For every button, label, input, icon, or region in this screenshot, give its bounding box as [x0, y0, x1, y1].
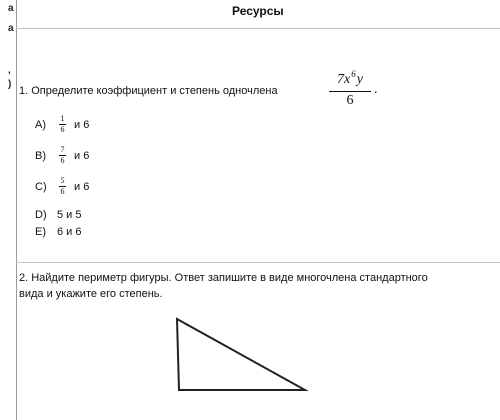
option-text: и 6 [74, 180, 90, 193]
question2-text-line2: вида и укажите его степень. [19, 288, 163, 300]
left-strip-char: , [8, 65, 11, 76]
fraction-numerator: 1 [60, 114, 65, 123]
monomial-var-x: x [344, 72, 351, 87]
monomial-exponent: 6 [351, 69, 356, 79]
left-panel-edge [0, 0, 17, 420]
option-label: D) [35, 209, 47, 221]
option-label: E) [35, 226, 46, 238]
answer-option-a [35, 115, 89, 134]
left-strip-char: а [8, 23, 14, 34]
fraction-denominator: 6 [60, 187, 65, 196]
option-fraction [59, 146, 66, 165]
monomial-denominator: 6 [346, 93, 354, 108]
option-text: 5 и 5 [57, 209, 82, 221]
monomial-numerator [329, 66, 371, 88]
header-divider [16, 28, 500, 29]
question2-text-line1: 2. Найдите периметр фигуры. Ответ запишите в виде многочлена стандартного [19, 272, 428, 284]
question1-period: . [374, 82, 378, 97]
option-fraction [59, 115, 66, 134]
page-title: Ресурсы [232, 4, 284, 18]
option-text: и 6 [74, 149, 90, 162]
option-text: и 6 [74, 118, 90, 131]
fraction-denominator: 6 [60, 156, 65, 165]
option-fraction [59, 177, 66, 196]
answer-option-e [35, 226, 82, 238]
fraction-numerator: 5 [60, 176, 65, 185]
left-strip-char: а [8, 3, 14, 14]
left-strip-char: ) [8, 79, 12, 90]
triangle-figure [172, 316, 312, 394]
answer-option-b [35, 146, 89, 165]
fraction-bar [329, 91, 371, 92]
fraction-denominator: 6 [60, 125, 65, 134]
monomial-coef: 7 [337, 72, 345, 87]
monomial-var-y: y [356, 72, 363, 87]
monomial-fraction [329, 66, 371, 108]
option-label: B) [35, 149, 46, 162]
fraction-numerator: 7 [60, 145, 65, 154]
option-text: 6 и 6 [57, 226, 82, 238]
question1-text: 1. Определите коэффициент и степень одночлена [19, 85, 278, 97]
option-label: C) [35, 180, 47, 193]
question-divider [16, 262, 500, 263]
answer-option-d [35, 209, 82, 221]
option-label: A) [35, 118, 46, 131]
triangle-shape [177, 319, 305, 390]
answer-option-c [35, 177, 89, 196]
